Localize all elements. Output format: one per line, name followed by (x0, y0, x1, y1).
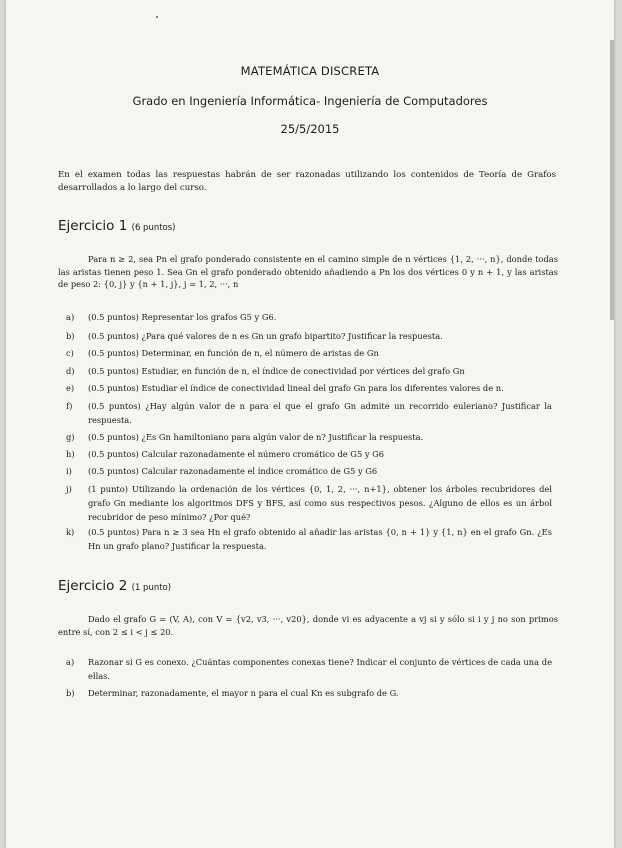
ejercicio-1-points: (6 puntos) (131, 223, 176, 233)
item-label: j) (66, 484, 72, 494)
ejercicio-2-points: (1 punto) (131, 583, 172, 593)
item-text: (0.5 puntos) ¿Para qué valores de n es Gn un grafo bipartito? Justificar la respuesta. (88, 331, 443, 341)
item-label: e) (66, 383, 75, 393)
item-label: c) (66, 348, 74, 358)
ejercicio-2-heading (58, 578, 171, 594)
item-label: g) (66, 432, 75, 442)
ejercicio-2-title: Ejercicio 2 (58, 578, 128, 594)
ejercicio-1-item-b (66, 329, 552, 343)
item-text: (0.5 puntos) Calcular razonadamente el número cromático de G5 y G6 (88, 449, 385, 459)
exam-subtitle: Grado en Ingeniería Informática- Ingeniería de Computadores (132, 94, 488, 108)
ejercicio-2-statement: Dado el grafo G = (V, A), con V = {v2, v3, ···, v20}, donde vi es adyacente a vj si y sólo si i y j no son primos entre sí, con 2 ≤ i < j ≤ 20. (58, 614, 558, 637)
ejercicio-2-item-a (66, 655, 552, 683)
item-label: a) (66, 657, 75, 667)
item-text: Determinar, razonadamente, el mayor n para el cual Kn es subgrafo de G. (88, 688, 399, 698)
ejercicio-1-item-j (66, 482, 552, 524)
item-label: h) (66, 449, 75, 459)
ejercicio-1-statement: Para n ≥ 2, sea Pn el grafo ponderado consistente en el camino simple de n vértices {1, 2, ···, n}, donde todas las aristas tienen peso 1. Sea Gn el grafo ponderado obtenido añadiendo a Pn los dos vértices 0 y n + 1, y las aristas de peso 2: {0, j} y {n + 1, j}, j = 1, 2, ···, n (58, 254, 558, 289)
item-label: k) (66, 527, 75, 537)
item-text: (0.5 puntos) Calcular razonadamente el índice cromático de G5 y G6 (88, 466, 378, 476)
exam-date: 25/5/2015 (280, 122, 340, 136)
ejercicio-2-item-b (66, 686, 552, 700)
item-text: Razonar si G es conexo. ¿Cuántas componentes conexas tiene? Indicar el conjunto de vértices de cada una de ellas. (88, 657, 552, 681)
item-label: b) (66, 688, 75, 698)
item-label: f) (66, 401, 73, 411)
item-label: a) (66, 312, 75, 322)
item-text: (0.5 puntos) ¿Hay algún valor de n para el que el grafo Gn admite un recorrido euleriano? Justificar la respuesta. (88, 401, 552, 425)
exam-instructions: En el examen todas las respuestas habrán de ser razonadas utilizando los contenidos de Teoría de Grafos desarrollados a lo largo del curso. (58, 170, 556, 193)
ejercicio-1-item-i (66, 464, 552, 478)
item-label: i) (66, 466, 72, 476)
item-text: (0.5 puntos) Representar los grafos G5 y G6. (88, 312, 277, 322)
ejercicio-1-heading (58, 218, 176, 234)
ejercicio-1-item-k (66, 525, 552, 553)
ejercicio-1-item-d (66, 364, 552, 378)
ejercicio-1-item-h (66, 447, 552, 461)
item-label: d) (66, 366, 75, 376)
item-text: (0.5 puntos) ¿Es Gn hamiltoniano para algún valor de n? Justificar la respuesta. (88, 432, 424, 442)
ejercicio-1-item-c (66, 346, 552, 360)
item-label: b) (66, 331, 75, 341)
item-text: (0.5 puntos) Para n ≥ 3 sea Hn el grafo obtenido al añadir las aristas {0, n + 1} y {1, n} en el grafo Gn. ¿Es Hn un grafo plano? Justificar la respuesta. (88, 527, 552, 551)
exam-header (6, 64, 614, 136)
exam-title: MATEMÁTICA DISCRETA (240, 64, 380, 78)
ejercicio-1-item-e (66, 381, 552, 395)
scan-speck (156, 16, 158, 18)
exam-page (6, 0, 614, 848)
ejercicio-1-item-a (66, 310, 552, 324)
ejercicio-1-title: Ejercicio 1 (58, 218, 128, 234)
item-text: (1 punto) Utilizando la ordenación de los vértices {0, 1, 2, ···, n+1}, obtener los árboles recubridores del grafo Gn mediante los algoritmos DFS y BFS, así como sus respectivos pesos. ¿Alguno de ellos es un árbol recubridor de peso mínimo? ¿Por qué? (88, 484, 552, 522)
ejercicio-1-item-f (66, 399, 552, 427)
item-text: (0.5 puntos) Estudiar el índice de conectividad lineal del grafo Gn para los diferentes valores de n. (88, 383, 504, 393)
item-text: (0.5 puntos) Estudiar, en función de n, el índice de conectividad por vértices del grafo Gn (88, 366, 465, 376)
item-text: (0.5 puntos) Determinar, en función de n, el número de aristas de Gn (88, 348, 379, 358)
ejercicio-1-item-g (66, 430, 552, 444)
